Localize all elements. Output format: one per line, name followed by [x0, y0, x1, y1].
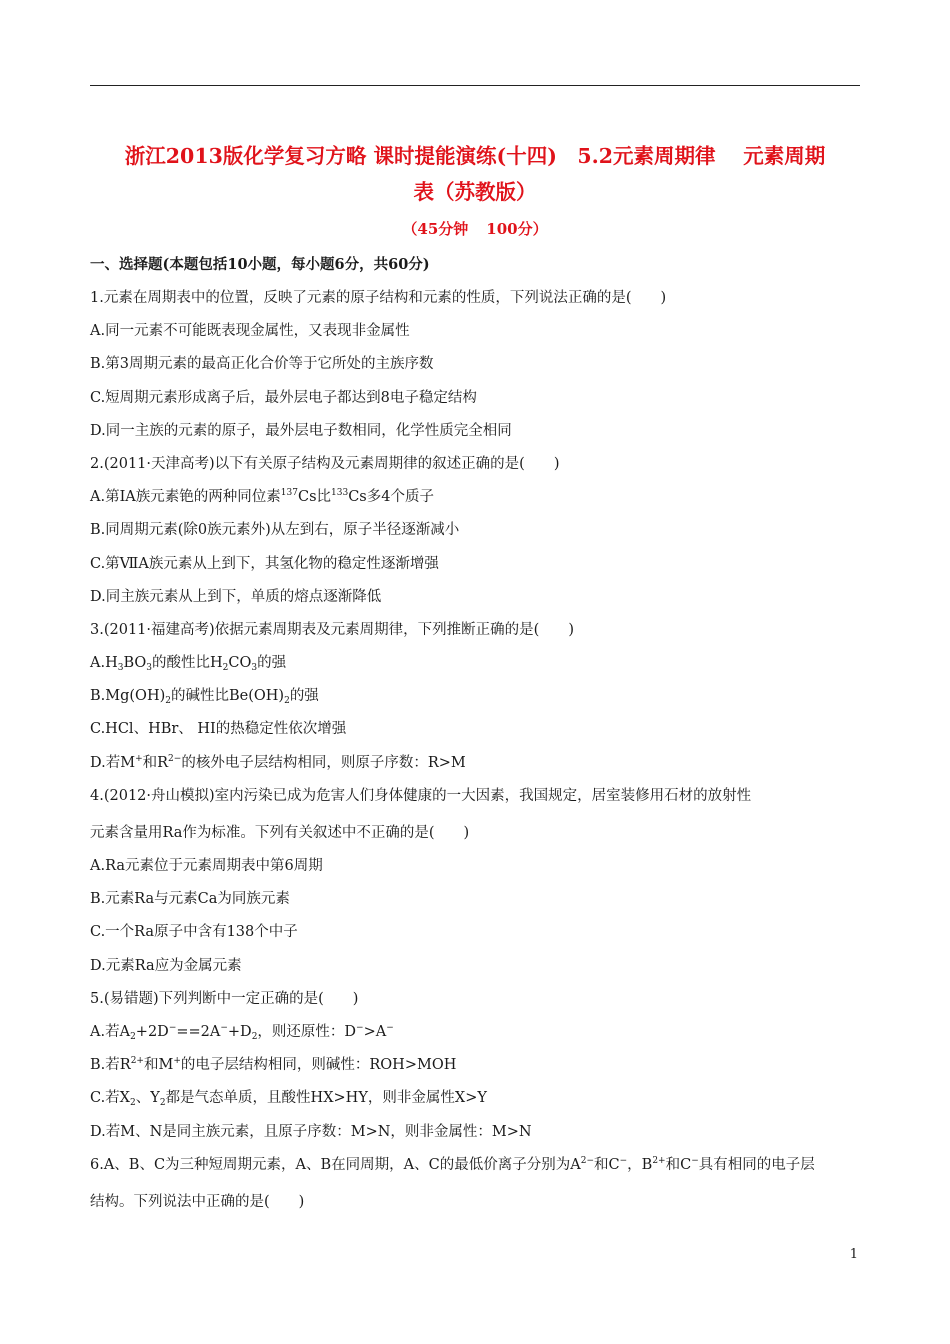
subtitle-score: 100分）	[486, 220, 548, 238]
q4-stem-line-2: 元素含量用Ra作为标准。下列有关叙述中不正确的是( )	[90, 824, 470, 841]
q5-option-d: D.若M、N是同主族元素，且原子序数：M>N，则非金属性：M>N	[90, 1123, 532, 1140]
q3-option-c: C.HCl、HBr、 HI的热稳定性依次增强	[90, 721, 347, 738]
document-body	[90, 252, 865, 1222]
q2-option-a: A.第ⅠA族元素铯的两种同位素$^{137}$Cs比$^{133}$Cs多4个质子	[90, 488, 434, 506]
q1-option-c: C.短周期元素形成离子后，最外层电子都达到8电子稳定结构	[90, 389, 477, 406]
q4-option-a: A.Ra元素位于元素周期表中第6周期	[90, 858, 323, 874]
q4-option-c: C.一个Ra原子中含有138个中子	[90, 924, 298, 941]
q6-stem-line-2: 结构。下列说法中正确的是( )	[90, 1193, 305, 1210]
q3-stem: 3.(2011·福建高考)依据元素周期表及元素周期律，下列推断正确的是( )	[90, 621, 574, 638]
document-subtitle	[90, 218, 860, 240]
q1-option-a: A.同一元素不可能既表现金属性，又表现非金属性	[90, 323, 410, 340]
q5-option-b: B.若$R^{2+}$和M+的电子层结构相同，则碱性：ROH>MOH	[90, 1056, 457, 1074]
subtitle-time: （45分钟	[402, 220, 469, 238]
document-title	[90, 138, 860, 210]
q4-stem-line-1: 4.(2012·舟山模拟)室内污染已成为危害人们身体健康的一大因素，我国规定，居室装修用石材的放射性	[90, 787, 752, 804]
q5-stem: 5.(易错题)下列判断中一定正确的是( )	[90, 990, 359, 1007]
page-number: 1	[849, 1247, 858, 1262]
title-line-1: 浙江2013版化学复习方略 课时提能演练(十四) 5.2元素周期律 元素周期	[124, 144, 826, 168]
q2-option-d: D.同主族元素从上到下，单质的熔点逐渐降低	[90, 588, 382, 605]
q3-option-a: $A.H_3BO_3$的酸性比$H_2CO_3$的强	[90, 655, 287, 674]
q1-stem: 1.元素在周期表中的位置，反映了元素的原子结构和元素的性质，下列说法正确的是( )	[90, 290, 667, 306]
q5-option-c: C.若$X_2$、$Y_2$都是气态单质，且酸性HX>HY，则非金属性X>Y	[90, 1090, 487, 1109]
q2-option-c: C.第ⅦA族元素从上到下，其氢化物的稳定性逐渐增强	[90, 555, 439, 572]
title-line-2: 表（苏教版）	[413, 180, 537, 204]
q6-stem-line-1: 6.A、B、C为三种短周期元素，A、B在同周期，A、C的最低价离子分别为$A^{2-}$和C−，$B^{2+}$和C−具有相同的电子层	[90, 1155, 815, 1173]
q5-option-a: A.若$A_2+2D^-==2A^-+D_2$，则还原性：D−>A−	[90, 1022, 394, 1042]
q3-option-d: D.若M+和$R^{2-}$的核外电子层结构相同，则原子序数：R>M	[90, 753, 466, 771]
q1-option-b: B.第3周期元素的最高正化合价等于它所处的主族序数	[90, 356, 434, 373]
q2-option-b: B.同周期元素(除0族元素外)从左到右，原子半径逐渐减小	[90, 522, 460, 539]
q4-option-d: D.元素Ra应为金属元素	[90, 957, 242, 974]
q3-option-b: $B.Mg(OH)_2$的碱性比$Be(OH)_2$的强	[90, 688, 319, 707]
header-rule	[90, 85, 860, 86]
q2-stem: 2.(2011·天津高考)以下有关原子结构及元素周期律的叙述正确的是( )	[90, 455, 560, 472]
q4-option-b: B.元素Ra与元素Ca为同族元素	[90, 891, 290, 908]
q1-option-d: D.同一主族的元素的原子，最外层电子数相同，化学性质完全相同	[90, 422, 512, 439]
section-heading: 一、选择题(本题包括10小题，每小题6分，共60分)	[90, 256, 430, 273]
